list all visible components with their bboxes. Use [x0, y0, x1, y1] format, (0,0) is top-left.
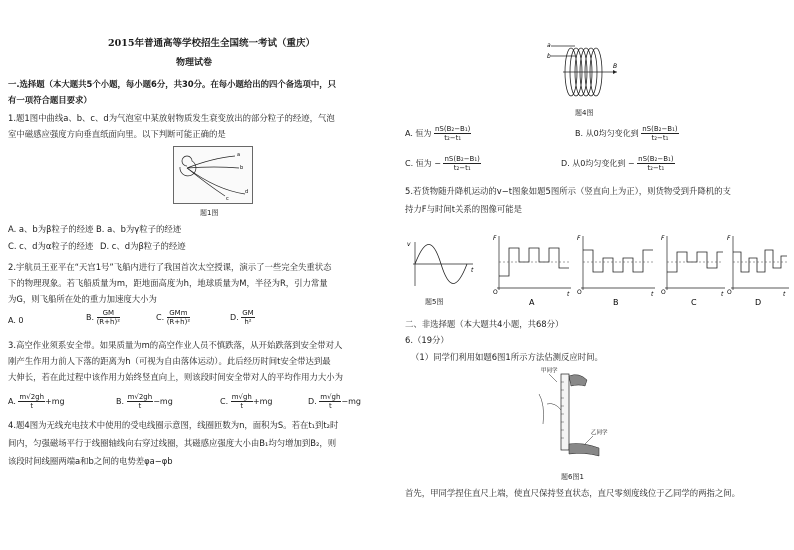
q3-line1: 3.高空作业须系安全带。如果质量为m的高空作业人员不慎跌落，从开始跌落到安全带对人 — [8, 340, 343, 350]
q5-b-axis-t: t — [651, 291, 654, 298]
q5-b-origin: O — [577, 289, 582, 296]
q2-line3: 为G，则飞船所在处的重力加速度大小为 — [8, 294, 157, 304]
q6-last-line: 首先，甲同学捏住直尺上端，使直尺保持竖直状态，直尺零刻度线位于乙同学的两指之间。 — [405, 488, 740, 498]
section1-heading-cont: 有一项符合题目要求） — [8, 95, 92, 105]
q3-option-a: A. $\frac{m√2gh}{t}$ +mg — [8, 393, 65, 410]
q2-line2: 下的物理现象。若飞船质量为m，距地面高度为h，地球质量为M，半径为R，引力常量 — [8, 278, 328, 288]
q1-option-d: D. c、d为β粒子的经迹 — [100, 241, 186, 251]
q1-bubble-chamber-figure — [173, 146, 253, 204]
q1-label-c: c — [226, 196, 229, 202]
q4-label-b: b — [547, 53, 551, 60]
q2-option-b: B. $\frac{GM}{\text{(R+h)²}}$ — [86, 309, 121, 326]
q1-option-b: B. a、b为γ粒子的经迹 — [96, 224, 182, 234]
q3-line2: 刚产生作用力前人下落的距离为h（可视为自由落体运动）。此后经历时间t安全带达到最 — [8, 356, 331, 366]
q1-option-a: A. a、b为β粒子的经迹 — [8, 224, 94, 234]
q6-line1: （1）同学们利用如题6图1所示方法估测反应时间。 — [411, 352, 603, 362]
q5-graphs — [405, 228, 790, 308]
q2-line1: 2.宇航员王亚平在“天宫1号”飞船内进行了我国首次太空授课，演示了一些完全失重状态 — [8, 262, 332, 272]
q5-vt-axis-v: v — [407, 241, 411, 248]
q2-option-a: A. 0 — [8, 316, 24, 325]
q5-graph-c — [661, 235, 725, 307]
q4-field-arrowhead — [613, 70, 617, 74]
q1-figure-caption: 题1图 — [200, 209, 219, 217]
q6-hand-yi — [569, 444, 599, 457]
q6-ruler — [561, 374, 569, 450]
q5-d-axis-t: t — [783, 291, 786, 298]
q4-line2: 间内，匀强磁场平行于线圈轴线向右穿过线圈，其磁感应强度大小由B₁均匀增加到B₂，则 — [8, 438, 337, 448]
q4-coil-figure — [545, 40, 625, 102]
q5-d-axis-F: F — [727, 235, 731, 242]
q5-a-origin: O — [493, 289, 498, 296]
q4-label-a: a — [547, 42, 551, 49]
q5-d-origin: O — [727, 289, 732, 296]
q5-graph-d — [727, 235, 789, 307]
q6-hand-jia — [569, 375, 587, 386]
q5-label-a: A — [529, 298, 535, 307]
q4-option-a: A. 恒为 $\frac{\text{nS(B₂−B₁)}}{\text{t₂−t₁}}$ — [405, 125, 471, 142]
q5-line1: 5.若货物随升降机运动的v−t图象如题5图所示（竖直向上为正），则货物受到升降机的支 — [405, 186, 731, 196]
q2-option-b-fraction: $\frac{GM}{\text{(R+h)²}}$ — [96, 309, 121, 326]
q6-label-yi: 乙同学 — [591, 430, 608, 436]
q5-label-b: B — [613, 298, 619, 307]
q2-option-c: C. $\frac{\text{GMm}}{\text{(R+h)²}}$ — [156, 309, 191, 326]
q4-line1: 4.题4图为无线充电技术中使用的受电线圈示意图，线圈匝数为n，面积为S。若在t₁到t₂时 — [8, 420, 339, 430]
q2-option-d: D. $\frac{GM}{\text{h²}}$ — [230, 309, 254, 326]
q1-line2: 室中磁感应强度方向垂直纸面向里。以下判断可能正确的是 — [8, 129, 226, 139]
q4-line3: 该段时间线圈两端a和b之间的电势差φa−φb — [8, 456, 173, 466]
q5-c-axis-F: F — [661, 235, 665, 242]
q6-figure-caption: 题6图1 — [561, 473, 584, 481]
q4-option-c: C. 恒为 − $\frac{\text{nS(B₂−B₁)}}{\text{t₂−t₁}}$ — [405, 155, 480, 172]
q5-a-axis-F: F — [493, 235, 497, 242]
q3-option-c: C. $\frac{m√gh}{t}$ +mg — [220, 393, 273, 410]
q2-option-d-fraction: $\frac{GM}{\text{h²}}$ — [242, 309, 254, 326]
q6-heading: 6.（19分） — [405, 335, 449, 345]
q3-option-d: D. $\frac{m√gh}{t}$ −mg — [308, 393, 361, 410]
q2-option-c-fraction: $\frac{\text{GMm}}{\text{(R+h)²}}$ — [166, 309, 191, 326]
q5-c-axis-t: t — [721, 291, 724, 298]
q3-line3: 大伸长，若在此过程中该作用力始终竖直向上，则该段时间安全带对人的平均作用力大小为 — [8, 372, 343, 382]
q3-option-b: B. $\frac{m√2gh}{t}$ −mg — [116, 393, 173, 410]
q5-graph-a — [493, 232, 571, 307]
q4-label-B: B — [613, 63, 618, 70]
q5-vt-axis-t: t — [471, 267, 474, 274]
q1-label-a: a — [237, 152, 241, 158]
q1-option-c: C. c、d为α粒子的经迹 — [8, 241, 94, 251]
q1-line1: 1.题1图中曲线a、b、c、d为气泡室中某放射物质发生衰变放出的部分粒子的经迹，气泡 — [8, 113, 335, 123]
q5-figure-caption: 题5图 — [425, 298, 444, 306]
q5-label-d: D — [755, 298, 762, 307]
q5-b-axis-F: F — [577, 235, 581, 242]
exam-title: 2015年普通高等学校招生全国统一考试（重庆） — [108, 38, 315, 49]
q4-figure-caption: 题4图 — [575, 109, 594, 117]
q5-vt-graph — [407, 241, 474, 286]
q5-graph-b — [577, 235, 655, 307]
q4-option-b: B. 从0均匀变化到 $\frac{\text{nS(B₂−B₁)}}{\text{t₂−t₁}}$ — [575, 125, 678, 142]
q1-figure-frame — [174, 147, 253, 204]
exam-subtitle: 物理试卷 — [176, 58, 213, 68]
q6-reaction-time-figure — [533, 364, 623, 464]
q5-c-origin: O — [661, 289, 666, 296]
section2-heading: 二、非选择题（本大题共4小题，共68分） — [405, 319, 564, 329]
q6-label-jia: 甲同学 — [541, 368, 558, 374]
q5-a-axis-t: t — [567, 291, 570, 298]
section1-heading: 一.选择题（本大题共5个小题，每小题6分，共30分。在每小题给出的四个备选项中，只 — [8, 79, 336, 89]
q4-option-d: D. 从0均匀变化到 − $\frac{\text{nS(B₂−B₁)}}{\text{t₂−t₁}}$ — [561, 155, 674, 172]
q5-label-c: C — [691, 298, 697, 307]
q1-label-b: b — [240, 165, 244, 171]
q1-label-d: d — [245, 189, 249, 195]
q5-line2: 持力F与时间t关系的图像可能是 — [405, 204, 522, 214]
